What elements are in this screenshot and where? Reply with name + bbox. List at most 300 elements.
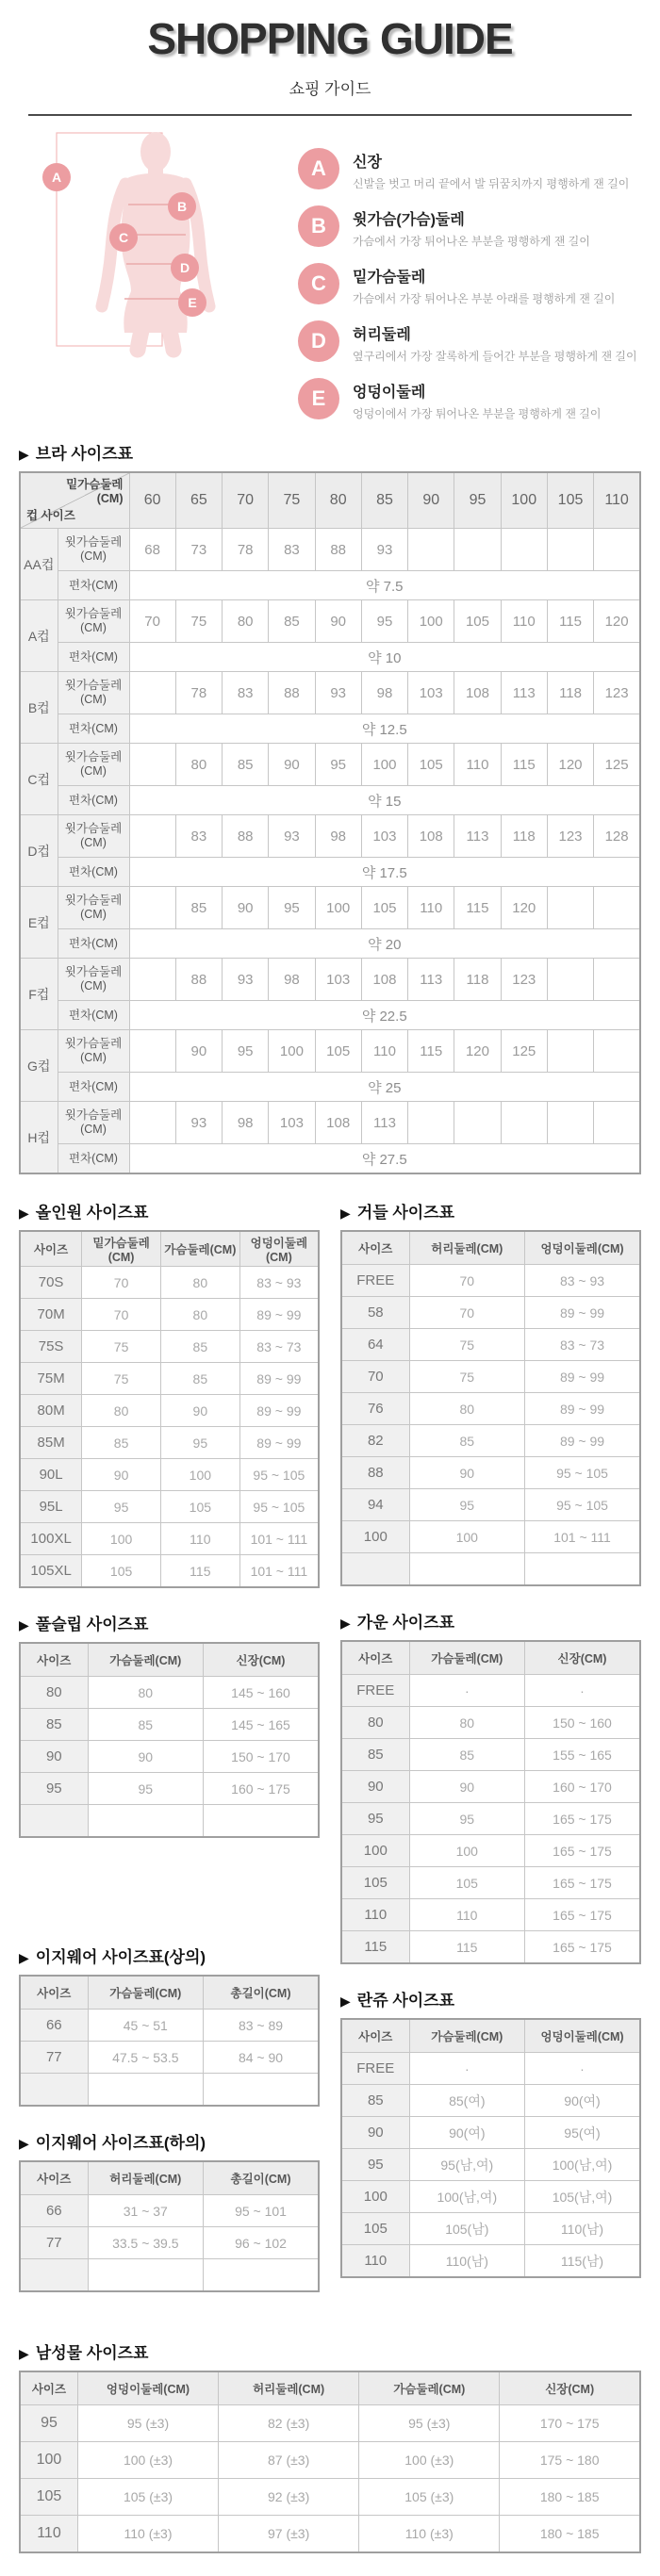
bra-bust-row [20,529,640,571]
bust-value-cell [454,529,501,571]
table-row [341,1265,640,1297]
bust-value-cell [501,529,547,571]
allinone-size-block [19,1199,320,1588]
deviation-value-cell: 약 12.5 [129,714,640,744]
gown-size-block [340,1609,641,1964]
band-size-header: 95 [454,472,501,529]
triangle-marker-icon: ▶ [19,1617,29,1633]
allinone-size-table [19,1230,320,1588]
size-cell: 100 [20,2442,77,2479]
value-cell: 83 ~ 93 [239,1267,319,1299]
value-cell: 155 ~ 165 [525,1739,640,1771]
table-row [341,2181,640,2213]
fullslip-size-block [19,1611,320,1838]
bra-deviation-row [20,571,640,600]
table-header-row [341,1641,640,1675]
value-cell: 90 [88,1741,203,1773]
deviation-value-cell: 약 27.5 [129,1144,640,1174]
table-row [341,1521,640,1553]
bra-deviation-row [20,1073,640,1102]
bust-value-cell: 103 [315,959,361,1001]
deviation-label-cell: 편차(CM) [58,1001,129,1030]
section-title [19,2129,320,2153]
size-cell: 90 [20,1741,88,1773]
bra-corner-cell [20,472,129,529]
column-header: 가슴둘레(CM) [88,1643,203,1677]
value-cell: 95 ~ 101 [204,2195,319,2227]
value-cell: 89 ~ 99 [525,1425,640,1457]
triangle-marker-icon: ▶ [19,1950,29,1965]
value-cell: 100 [409,1521,524,1553]
value-cell: 100 [409,1835,524,1867]
size-cell: 110 [341,2245,409,2278]
size-cell: 85 [341,2085,409,2117]
table-row [341,2085,640,2117]
bust-value-cell: 83 [269,529,315,571]
value-cell: 80 [409,1393,524,1425]
value-cell: 85 [409,1739,524,1771]
measure-legend-texts [353,148,629,191]
value-cell: 83 ~ 89 [204,2010,319,2042]
table-row [20,1555,319,1588]
value-cell [88,2074,203,2107]
deviation-label-cell: 편차(CM) [58,1073,129,1102]
bust-value-cell: 68 [129,529,175,571]
section-title [19,1611,320,1634]
cup-size-cell: AA컵 [20,529,58,600]
bust-value-cell [129,887,175,929]
table-row [20,2479,640,2516]
column-header: 신장(CM) [525,1641,640,1675]
bust-value-cell: 93 [269,815,315,858]
section-title [19,1944,320,1967]
value-cell: 160 ~ 175 [204,1773,319,1805]
table-row [341,1931,640,1964]
value-cell: 95(여) [525,2117,640,2149]
bust-value-cell: 100 [361,744,407,786]
measure-description: 가슴에서 가장 튀어나온 부분을 평행하게 잰 길이 [353,235,590,248]
value-cell: · [525,1675,640,1707]
value-cell: 110 (±3) [359,2516,500,2553]
value-cell: 115(남) [525,2245,640,2278]
table-row [341,1899,640,1931]
bust-label-cell: 윗가슴둘레 (CM) [58,744,129,786]
value-cell: 89 ~ 99 [239,1395,319,1427]
size-cell [341,1553,409,1586]
size-cell: 85M [20,1427,82,1459]
table-header-row [20,1643,319,1677]
value-cell: 70 [82,1299,161,1331]
size-cell: 100 [341,2181,409,2213]
value-cell: 95 [409,1803,524,1835]
easywear-bottom-size-block [19,2129,320,2292]
cup-size-cell: D컵 [20,815,58,887]
bust-value-cell: 70 [129,600,175,643]
size-cell: 105XL [20,1555,82,1588]
value-cell: 85 [160,1363,239,1395]
table-row [341,1675,640,1707]
table-header-row [341,1231,640,1265]
table-row [20,1331,319,1363]
bust-value-cell: 125 [501,1030,547,1073]
deviation-label-cell: 편차(CM) [58,858,129,887]
value-cell: 105 (±3) [359,2479,500,2516]
bra-bust-row [20,1030,640,1073]
value-cell: 165 ~ 175 [525,1899,640,1931]
section-title-text: 거들 사이즈표 [356,1204,455,1222]
value-cell: 95 [160,1427,239,1459]
bra-bust-row [20,1102,640,1144]
size-cell [20,2259,88,2292]
bust-value-cell: 98 [269,959,315,1001]
value-cell: 33.5 ~ 39.5 [88,2227,203,2259]
cup-size-cell: E컵 [20,887,58,959]
value-cell: 100(남,여) [525,2149,640,2181]
size-cell: 75S [20,1331,82,1363]
corner-underbust-label: 밑가슴둘레 (CM) [66,478,124,505]
bust-value-cell: 95 [315,744,361,786]
bust-value-cell: 98 [223,1102,269,1144]
column-header: 가슴둘레(CM) [359,2371,500,2405]
table-header-row [20,2161,319,2195]
band-size-header: 70 [223,472,269,529]
value-cell: 80 [409,1707,524,1739]
value-cell: 83 ~ 93 [525,1265,640,1297]
section-title [19,440,641,464]
section-title [19,2339,641,2363]
bust-value-cell: 105 [454,600,501,643]
section-title-text: 풀슬립 사이즈표 [35,1616,149,1633]
fullslip-size-table [19,1642,320,1838]
bust-label-cell: 윗가슴둘레 (CM) [58,529,129,571]
bust-label-cell: 윗가슴둘레 (CM) [58,959,129,1001]
bra-bust-row [20,672,640,714]
size-cell: 110 [341,1899,409,1931]
bra-bust-row [20,887,640,929]
bust-value-cell [547,1102,593,1144]
table-row [20,1523,319,1555]
bust-value-cell: 113 [454,815,501,858]
deviation-label-cell: 편차(CM) [58,643,129,672]
measure-legend-item [298,320,637,364]
value-cell: 87 (±3) [219,2442,359,2479]
bust-value-cell: 95 [223,1030,269,1073]
cup-size-cell: F컵 [20,959,58,1030]
value-cell: 47.5 ~ 53.5 [88,2042,203,2074]
table-row [20,2010,319,2042]
bust-value-cell: 120 [547,744,593,786]
bust-value-cell: 100 [408,600,454,643]
bust-value-cell: 78 [223,529,269,571]
size-cell [20,2074,88,2107]
bust-value-cell: 128 [594,815,640,858]
column-header: 가슴둘레(CM) [409,2019,524,2053]
size-cell: 95L [20,1491,82,1523]
value-cell: 100 (±3) [359,2442,500,2479]
bust-value-cell [547,529,593,571]
right-column [340,1199,641,2301]
value-cell: 101 ~ 111 [239,1555,319,1588]
table-row [20,2042,319,2074]
size-cell: 58 [341,1297,409,1329]
value-cell: 100 (±3) [77,2442,218,2479]
value-cell: 105 [160,1491,239,1523]
value-cell: 90 [409,1457,524,1489]
band-size-header: 65 [175,472,222,529]
bust-value-cell: 110 [501,600,547,643]
table-header-row [20,2371,640,2405]
triangle-marker-icon: ▶ [19,447,29,462]
value-cell: 95 ~ 105 [239,1459,319,1491]
column-header: 허리둘레(CM) [88,2161,203,2195]
bust-value-cell [129,1102,175,1144]
size-cell: FREE [341,1675,409,1707]
bust-value-cell: 98 [361,672,407,714]
table-row [341,2053,640,2085]
value-cell: 175 ~ 180 [500,2442,640,2479]
band-size-header: 110 [594,472,640,529]
value-cell: 101 ~ 111 [525,1521,640,1553]
bust-value-cell: 90 [315,600,361,643]
size-cell: 90 [341,1771,409,1803]
measure-point-badge: A [298,148,339,189]
size-cell: 110 [20,2516,77,2553]
measure-point-badge: B [298,205,339,247]
column-header: 가슴둘레(CM) [88,1976,203,2010]
column-header: 사이즈 [20,2371,77,2405]
bust-value-cell: 120 [454,1030,501,1073]
value-cell [409,1553,524,1586]
value-cell: 90 [82,1459,161,1491]
value-cell: 45 ~ 51 [88,2010,203,2042]
value-cell: 83 ~ 73 [525,1329,640,1361]
column-header: 가슴둘레(CM) [409,1641,524,1675]
value-cell: 84 ~ 90 [204,2042,319,2074]
value-cell: 92 (±3) [219,2479,359,2516]
value-cell: 89 ~ 99 [239,1363,319,1395]
section-title-text: 이지웨어 사이즈표(하의) [35,2134,206,2152]
table-row [341,2149,640,2181]
value-cell: 85 [82,1427,161,1459]
value-cell: 85 [160,1331,239,1363]
size-cell: 85 [341,1739,409,1771]
body-figure [38,129,273,421]
triangle-marker-icon: ▶ [340,1616,351,1631]
value-cell: 80 [160,1267,239,1299]
size-cell: 88 [341,1457,409,1489]
bust-value-cell: 90 [223,887,269,929]
easywear-top-size-table [19,1975,320,2107]
bust-value-cell: 93 [315,672,361,714]
size-cell: 115 [341,1931,409,1964]
bust-value-cell: 85 [223,744,269,786]
bust-label-cell: 윗가슴둘레 (CM) [58,1030,129,1073]
value-cell: 75 [82,1363,161,1395]
table-row [20,2227,319,2259]
value-cell: 100 [160,1459,239,1491]
bust-value-cell: 83 [175,815,222,858]
band-size-header: 100 [501,472,547,529]
bust-value-cell: 83 [223,672,269,714]
size-cell: 95 [20,1773,88,1805]
girdle-size-table [340,1230,641,1586]
size-cell: 90 [341,2117,409,2149]
bust-value-cell: 113 [408,959,454,1001]
column-header: 엉덩이둘레(CM) [525,2019,640,2053]
table-row [341,1297,640,1329]
value-cell: 70 [409,1297,524,1329]
value-cell [204,2074,319,2107]
size-cell: 85 [20,1709,88,1741]
bust-value-cell: 90 [175,1030,222,1073]
bust-value-cell [547,1030,593,1073]
table-row [341,1835,640,1867]
band-size-header: 85 [361,472,407,529]
size-cell: 70S [20,1267,82,1299]
band-size-header: 80 [315,472,361,529]
column-header: 가슴둘레(CM) [160,1231,239,1267]
value-cell: 145 ~ 160 [204,1677,319,1709]
bust-value-cell [129,1030,175,1073]
deviation-value-cell: 약 22.5 [129,1001,640,1030]
bust-label-cell: 윗가슴둘레 (CM) [58,672,129,714]
bust-value-cell: 88 [223,815,269,858]
table-row [20,2442,640,2479]
svg-text:D: D [179,260,190,275]
bra-deviation-row [20,714,640,744]
value-cell: 115 [160,1555,239,1588]
value-cell: 95 ~ 105 [525,1489,640,1521]
size-cell: 100 [341,1521,409,1553]
bust-value-cell: 118 [547,672,593,714]
table-row [20,1491,319,1523]
body-silhouette-diagram [38,129,273,360]
cup-size-cell: H컵 [20,1102,58,1174]
bust-value-cell: 115 [501,744,547,786]
table-row [20,1677,319,1709]
table-row [20,1363,319,1395]
bust-value-cell [129,815,175,858]
bust-value-cell: 103 [361,815,407,858]
bust-value-cell: 88 [269,672,315,714]
bust-value-cell: 93 [175,1102,222,1144]
bust-value-cell: 113 [501,672,547,714]
table-row [341,1393,640,1425]
value-cell: 110 [409,1899,524,1931]
bust-value-cell [408,529,454,571]
size-cell: 90L [20,1459,82,1491]
easywear-top-size-block [19,1944,320,2107]
measurement-legend [298,129,637,421]
table-row [20,1773,319,1805]
table-row [341,1803,640,1835]
table-row [20,1709,319,1741]
value-cell: 80 [160,1299,239,1331]
value-cell: 170 ~ 175 [500,2405,640,2442]
size-cell: 80 [20,1677,88,1709]
table-row [341,1553,640,1586]
value-cell: 105 [82,1555,161,1588]
bust-value-cell: 93 [361,529,407,571]
column-header: 엉덩이둘레(CM) [525,1231,640,1265]
corner-cup-label: 컵 사이즈 [26,509,75,522]
bust-value-cell [547,887,593,929]
size-cell: 66 [20,2195,88,2227]
value-cell: 90 [409,1771,524,1803]
value-cell: · [409,1675,524,1707]
value-cell: 105(남) [409,2213,524,2245]
value-cell: 89 ~ 99 [525,1297,640,1329]
section-title-text: 가운 사이즈표 [356,1614,455,1632]
value-cell: · [409,2053,524,2085]
value-cell: 165 ~ 175 [525,1803,640,1835]
cup-size-cell: C컵 [20,744,58,815]
size-cell: 82 [341,1425,409,1457]
value-cell: 180 ~ 185 [500,2479,640,2516]
svg-text:C: C [118,230,129,245]
measure-name: 엉덩이둘레 [353,385,426,401]
bust-value-cell: 123 [501,959,547,1001]
bra-size-section [0,440,660,1174]
size-cell: 76 [341,1393,409,1425]
bust-value-cell: 80 [175,744,222,786]
value-cell: 89 ~ 99 [239,1299,319,1331]
band-size-header: 60 [129,472,175,529]
column-header: 허리둘레(CM) [409,1231,524,1265]
bra-bust-row [20,815,640,858]
column-header: 사이즈 [341,2019,409,2053]
value-cell: 70 [409,1265,524,1297]
bust-value-cell: 73 [175,529,222,571]
section-title [340,1987,641,2010]
bust-value-cell [501,1102,547,1144]
table-row [341,2117,640,2149]
bust-value-cell: 95 [361,600,407,643]
bust-value-cell: 120 [501,887,547,929]
table-row [20,2516,640,2553]
size-cell: 105 [341,1867,409,1899]
bust-value-cell: 78 [175,672,222,714]
left-column [19,1199,320,2315]
value-cell: 105(남,여) [525,2181,640,2213]
column-header: 허리둘레(CM) [219,2371,359,2405]
table-row [341,1329,640,1361]
measure-legend-item [298,148,637,191]
table-row [20,1805,319,1838]
size-cell: 100 [341,1835,409,1867]
page-subtitle: 쇼핑 가이드 [289,80,371,98]
cup-size-cell: G컵 [20,1030,58,1102]
value-cell: 95 ~ 105 [239,1491,319,1523]
column-header: 사이즈 [341,1231,409,1265]
value-cell: 97 (±3) [219,2516,359,2553]
value-cell: 165 ~ 175 [525,1931,640,1964]
bust-value-cell: 108 [315,1102,361,1144]
measure-name: 허리둘레 [353,327,411,343]
bra-bust-row [20,744,640,786]
bust-value-cell [547,959,593,1001]
bust-value-cell [129,672,175,714]
size-cell: 105 [20,2479,77,2516]
gown-size-table [340,1640,641,1964]
value-cell [88,2259,203,2292]
bust-value-cell: 123 [594,672,640,714]
size-cell: 80M [20,1395,82,1427]
value-cell: 95 (±3) [77,2405,218,2442]
bust-value-cell [594,887,640,929]
value-cell: 95 (±3) [359,2405,500,2442]
value-cell: 110(남) [409,2245,524,2278]
